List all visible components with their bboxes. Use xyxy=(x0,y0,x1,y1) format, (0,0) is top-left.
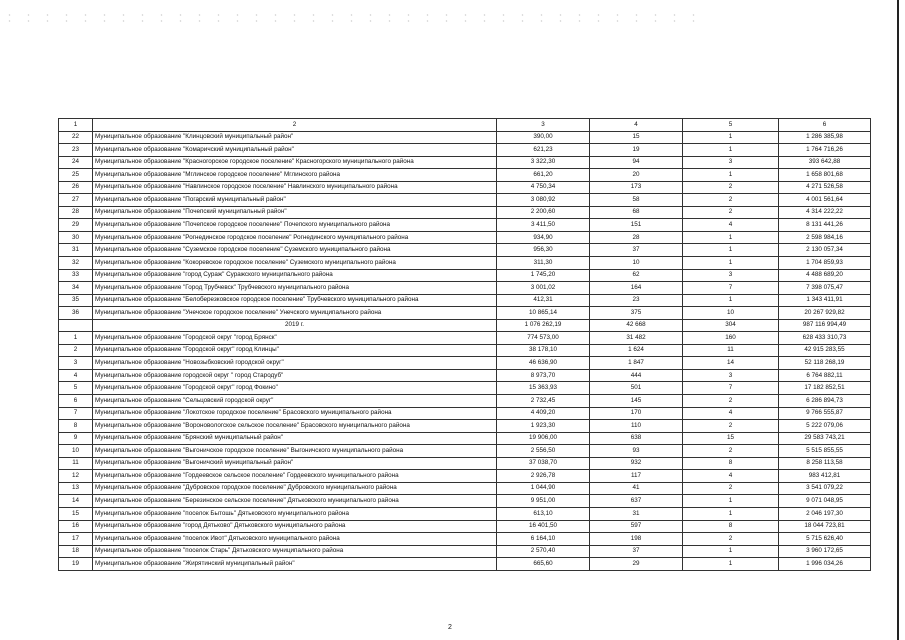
row-number-cell: 1 xyxy=(59,332,93,345)
amount-cell: 8 131 441,26 xyxy=(779,219,871,232)
area-cell: 412,31 xyxy=(497,294,590,307)
table-row xyxy=(59,307,871,320)
municipality-name-cell: Муниципальное образование "Клинцовский муниципальный район" xyxy=(93,131,497,144)
amount-cell: 987 116 994,49 xyxy=(779,319,871,332)
count-cell: 29 xyxy=(590,558,683,571)
amount-cell: 18 044 723,81 xyxy=(779,520,871,533)
area-cell: 3 080,92 xyxy=(497,194,590,207)
units-cell: 1 xyxy=(683,294,779,307)
table-row xyxy=(59,545,871,558)
units-cell: 2 xyxy=(683,194,779,207)
table-row xyxy=(59,445,871,458)
area-cell: 2 556,50 xyxy=(497,445,590,458)
table-row xyxy=(59,470,871,483)
municipality-name-cell: Муниципальное образование "Городской округ "город Брянск" xyxy=(93,332,497,345)
count-cell: 638 xyxy=(590,432,683,445)
amount-cell: 4 001 561,64 xyxy=(779,194,871,207)
area-cell: 774 573,00 xyxy=(497,332,590,345)
table-row xyxy=(59,257,871,270)
row-number-cell: 29 xyxy=(59,219,93,232)
amount-cell: 29 583 743,21 xyxy=(779,432,871,445)
table-row xyxy=(59,382,871,395)
area-cell: 4 750,34 xyxy=(497,181,590,194)
area-cell: 46 636,90 xyxy=(497,357,590,370)
municipality-name-cell: Муниципальное образование "Почепский муниципальный район" xyxy=(93,206,497,219)
table-row xyxy=(59,282,871,295)
area-cell: 10 865,14 xyxy=(497,307,590,320)
municipality-name-cell: Муниципальное образование "Городской округ" город Фокино" xyxy=(93,382,497,395)
amount-cell: 5 515 855,55 xyxy=(779,445,871,458)
count-cell: 151 xyxy=(590,219,683,232)
units-cell: 2 xyxy=(683,445,779,458)
units-cell: 304 xyxy=(683,319,779,332)
row-number-cell: 6 xyxy=(59,395,93,408)
units-cell: 1 xyxy=(683,558,779,571)
table-row xyxy=(59,407,871,420)
count-cell: 93 xyxy=(590,445,683,458)
units-cell: 2 xyxy=(683,206,779,219)
table-row xyxy=(59,269,871,282)
year-subtotal-row xyxy=(59,319,871,332)
amount-cell: 1 704 859,93 xyxy=(779,257,871,270)
header-cell-2: 2 xyxy=(93,119,497,132)
area-cell: 934,90 xyxy=(497,231,590,244)
amount-cell: 6 764 882,11 xyxy=(779,369,871,382)
row-number-cell: 15 xyxy=(59,507,93,520)
count-cell: 31 xyxy=(590,507,683,520)
area-cell: 661,20 xyxy=(497,169,590,182)
row-number-cell: 25 xyxy=(59,169,93,182)
amount-cell: 4 488 689,20 xyxy=(779,269,871,282)
row-number-cell: 19 xyxy=(59,558,93,571)
row-number-cell: 16 xyxy=(59,520,93,533)
units-cell: 1 xyxy=(683,257,779,270)
table-row xyxy=(59,156,871,169)
units-cell: 3 xyxy=(683,269,779,282)
municipality-name-cell: Муниципальное образование городской округ " город Стародуб" xyxy=(93,369,497,382)
municipality-name-cell: 2019 г. xyxy=(93,319,497,332)
units-cell: 4 xyxy=(683,407,779,420)
row-number-cell: 13 xyxy=(59,482,93,495)
units-cell: 4 xyxy=(683,219,779,232)
table-row xyxy=(59,507,871,520)
municipality-name-cell: Муниципальное образование "поселок Бытошь" Дятьковского муниципального района xyxy=(93,507,497,520)
amount-cell: 2 046 197,30 xyxy=(779,507,871,520)
area-cell: 8 973,70 xyxy=(497,369,590,382)
table-row xyxy=(59,533,871,546)
row-number-cell: 18 xyxy=(59,545,93,558)
count-cell: 198 xyxy=(590,533,683,546)
amount-cell: 5 222 079,06 xyxy=(779,420,871,433)
table-row xyxy=(59,219,871,232)
row-number-cell: 23 xyxy=(59,144,93,157)
table-row xyxy=(59,344,871,357)
table-row xyxy=(59,482,871,495)
count-cell: 23 xyxy=(590,294,683,307)
row-number-cell: 28 xyxy=(59,206,93,219)
amount-cell: 1 764 716,26 xyxy=(779,144,871,157)
table-row xyxy=(59,558,871,571)
row-number-cell xyxy=(59,319,93,332)
row-number-cell: 22 xyxy=(59,131,93,144)
municipality-name-cell: Муниципальное образование "поселок Ивот" Дятьковского муниципального района xyxy=(93,533,497,546)
area-cell: 613,10 xyxy=(497,507,590,520)
amount-cell: 1 658 801,68 xyxy=(779,169,871,182)
area-cell: 956,30 xyxy=(497,244,590,257)
area-cell: 3 001,02 xyxy=(497,282,590,295)
municipality-name-cell: Муниципальное образование "Дубровское городское поселение" Дубровского муниципального района xyxy=(93,482,497,495)
amount-cell: 1 996 034,26 xyxy=(779,558,871,571)
row-number-cell: 35 xyxy=(59,294,93,307)
area-cell: 1 076 262,19 xyxy=(497,319,590,332)
amount-cell: 1 286 385,98 xyxy=(779,131,871,144)
count-cell: 58 xyxy=(590,194,683,207)
area-cell: 15 363,93 xyxy=(497,382,590,395)
municipality-name-cell: Муниципальное образование "Жирятинский муниципальный район" xyxy=(93,558,497,571)
units-cell: 1 xyxy=(683,545,779,558)
municipality-name-cell: Муниципальное образование "поселок Старь" Дятьковского муниципального района xyxy=(93,545,497,558)
municipality-name-cell: Муниципальное образование "Брянский муниципальный район" xyxy=(93,432,497,445)
area-cell: 6 164,10 xyxy=(497,533,590,546)
count-cell: 62 xyxy=(590,269,683,282)
header-cell-4: 4 xyxy=(590,119,683,132)
count-cell: 173 xyxy=(590,181,683,194)
table-row xyxy=(59,457,871,470)
units-cell: 1 xyxy=(683,507,779,520)
amount-cell: 3 960 172,65 xyxy=(779,545,871,558)
row-number-cell: 12 xyxy=(59,470,93,483)
municipality-name-cell: Муниципальное образование "Городской округ" город Клинцы" xyxy=(93,344,497,357)
row-number-cell: 30 xyxy=(59,231,93,244)
municipality-name-cell: Муниципальное образование "Погарский муниципальный район" xyxy=(93,194,497,207)
municipality-name-cell: Муниципальное образование "Вороновологское сельское поселение" Брасовского муниципального района xyxy=(93,420,497,433)
row-number-cell: 26 xyxy=(59,181,93,194)
row-number-cell: 5 xyxy=(59,382,93,395)
area-cell: 2 570,40 xyxy=(497,545,590,558)
count-cell: 42 668 xyxy=(590,319,683,332)
units-cell: 4 xyxy=(683,470,779,483)
area-cell: 4 409,20 xyxy=(497,407,590,420)
count-cell: 1 624 xyxy=(590,344,683,357)
area-cell: 2 926,78 xyxy=(497,470,590,483)
row-number-cell: 10 xyxy=(59,445,93,458)
municipality-name-cell: Муниципальное образование "Навлинское городское поселение" Навлинского муниципального района xyxy=(93,181,497,194)
count-cell: 110 xyxy=(590,420,683,433)
municipality-name-cell: Муниципальное образование "Суземское городское поселение" Суземского муниципального района xyxy=(93,244,497,257)
count-cell: 37 xyxy=(590,244,683,257)
units-cell: 1 xyxy=(683,144,779,157)
table-row xyxy=(59,169,871,182)
count-cell: 28 xyxy=(590,231,683,244)
row-number-cell: 32 xyxy=(59,257,93,270)
header-cell-5: 5 xyxy=(683,119,779,132)
area-cell: 1 044,90 xyxy=(497,482,590,495)
municipality-name-cell: Муниципальное образование "Гордеевское сельское поселение" Гордеевского муниципального района xyxy=(93,470,497,483)
amount-cell: 9 766 555,87 xyxy=(779,407,871,420)
table-body xyxy=(59,119,871,571)
count-cell: 375 xyxy=(590,307,683,320)
municipality-name-cell: Муниципальное образование "Красногорское городское поселение" Красногорского муниципального района xyxy=(93,156,497,169)
units-cell: 1 xyxy=(683,495,779,508)
count-cell: 37 xyxy=(590,545,683,558)
units-cell: 3 xyxy=(683,156,779,169)
count-cell: 20 xyxy=(590,169,683,182)
units-cell: 2 xyxy=(683,482,779,495)
units-cell: 2 xyxy=(683,395,779,408)
header-cell-3: 3 xyxy=(497,119,590,132)
count-cell: 637 xyxy=(590,495,683,508)
units-cell: 1 xyxy=(683,169,779,182)
area-cell: 1 745,20 xyxy=(497,269,590,282)
municipality-name-cell: Муниципальное образование "Почепское городское поселение" Почепского муниципального района xyxy=(93,219,497,232)
amount-cell: 6 286 894,73 xyxy=(779,395,871,408)
row-number-cell: 36 xyxy=(59,307,93,320)
amount-cell: 4 271 526,58 xyxy=(779,181,871,194)
area-cell: 390,00 xyxy=(497,131,590,144)
table-row xyxy=(59,144,871,157)
municipality-name-cell: Муниципальное образование "Город Трубчевск" Трубчевского муниципального района xyxy=(93,282,497,295)
count-cell: 41 xyxy=(590,482,683,495)
amount-cell: 4 314 222,22 xyxy=(779,206,871,219)
row-number-cell: 7 xyxy=(59,407,93,420)
municipality-name-cell: Муниципальное образование "Рогнединское городское поселение" Рогнединского муниципального района xyxy=(93,231,497,244)
units-cell: 11 xyxy=(683,344,779,357)
municipality-name-cell: Муниципальное образование "город Сураж" Суражского муниципального района xyxy=(93,269,497,282)
municipality-name-cell: Муниципальное образование "Выгоничское городское поселение" Выгоничского муниципального района xyxy=(93,445,497,458)
units-cell: 10 xyxy=(683,307,779,320)
count-cell: 501 xyxy=(590,382,683,395)
municipality-name-cell: Муниципальное образование "Березинское сельское поселение" Дятьковского муниципального района xyxy=(93,495,497,508)
amount-cell: 17 182 852,51 xyxy=(779,382,871,395)
municipality-name-cell: Муниципальное образование "город Дятьково" Дятьковского муниципального района xyxy=(93,520,497,533)
units-cell: 2 xyxy=(683,533,779,546)
row-number-cell: 4 xyxy=(59,369,93,382)
units-cell: 8 xyxy=(683,457,779,470)
table-row xyxy=(59,231,871,244)
area-cell: 37 038,70 xyxy=(497,457,590,470)
data-table xyxy=(58,118,871,571)
amount-cell: 8 258 113,58 xyxy=(779,457,871,470)
table-row xyxy=(59,495,871,508)
scan-noise xyxy=(0,12,700,22)
area-cell: 3 322,30 xyxy=(497,156,590,169)
amount-cell: 2 130 057,34 xyxy=(779,244,871,257)
row-number-cell: 8 xyxy=(59,420,93,433)
count-cell: 15 xyxy=(590,131,683,144)
municipality-name-cell: Муниципальное образование "Кокоревское городское поселение" Суземского муниципального района xyxy=(93,257,497,270)
header-cell-6: 6 xyxy=(779,119,871,132)
count-cell: 170 xyxy=(590,407,683,420)
municipality-name-cell: Муниципальное образование "Локотское городское поселение" Брасовского муниципального района xyxy=(93,407,497,420)
table-row xyxy=(59,369,871,382)
row-number-cell: 2 xyxy=(59,344,93,357)
count-cell: 19 xyxy=(590,144,683,157)
units-cell: 14 xyxy=(683,357,779,370)
municipality-name-cell: Муниципальное образование "Выгоничский муниципальный район" xyxy=(93,457,497,470)
area-cell: 2 732,45 xyxy=(497,395,590,408)
table-row xyxy=(59,357,871,370)
count-cell: 31 482 xyxy=(590,332,683,345)
row-number-cell: 31 xyxy=(59,244,93,257)
table-row xyxy=(59,131,871,144)
units-cell: 1 xyxy=(683,131,779,144)
units-cell: 2 xyxy=(683,181,779,194)
page-number: 2 xyxy=(448,624,452,631)
amount-cell: 2 598 984,16 xyxy=(779,231,871,244)
table-row xyxy=(59,194,871,207)
count-cell: 145 xyxy=(590,395,683,408)
count-cell: 117 xyxy=(590,470,683,483)
row-number-cell: 17 xyxy=(59,533,93,546)
municipality-name-cell: Муниципальное образование "Унечское городское поселение" Унечского муниципального района xyxy=(93,307,497,320)
units-cell: 7 xyxy=(683,282,779,295)
table-row xyxy=(59,432,871,445)
row-number-cell: 24 xyxy=(59,156,93,169)
table-row xyxy=(59,420,871,433)
row-number-cell: 3 xyxy=(59,357,93,370)
area-cell: 19 906,00 xyxy=(497,432,590,445)
row-number-cell: 33 xyxy=(59,269,93,282)
municipality-name-cell: Муниципальное образование "Комаричский муниципальный район" xyxy=(93,144,497,157)
count-cell: 68 xyxy=(590,206,683,219)
amount-cell: 628 433 310,73 xyxy=(779,332,871,345)
amount-cell: 393 642,88 xyxy=(779,156,871,169)
area-cell: 311,30 xyxy=(497,257,590,270)
count-cell: 932 xyxy=(590,457,683,470)
table-row xyxy=(59,181,871,194)
units-cell: 2 xyxy=(683,420,779,433)
row-number-cell: 14 xyxy=(59,495,93,508)
area-cell: 38 178,10 xyxy=(497,344,590,357)
amount-cell: 3 541 079,22 xyxy=(779,482,871,495)
area-cell: 1 923,30 xyxy=(497,420,590,433)
scan-edge-line xyxy=(897,0,899,640)
row-number-cell: 9 xyxy=(59,432,93,445)
amount-cell: 20 267 929,82 xyxy=(779,307,871,320)
amount-cell: 42 915 283,55 xyxy=(779,344,871,357)
column-number-row xyxy=(59,119,871,132)
area-cell: 2 200,60 xyxy=(497,206,590,219)
table-row xyxy=(59,332,871,345)
table-row xyxy=(59,206,871,219)
units-cell: 7 xyxy=(683,382,779,395)
units-cell: 3 xyxy=(683,369,779,382)
area-cell: 3 411,50 xyxy=(497,219,590,232)
amount-cell: 9 071 048,95 xyxy=(779,495,871,508)
municipality-name-cell: Муниципальное образование "Сельцовский городской округ" xyxy=(93,395,497,408)
units-cell: 1 xyxy=(683,231,779,244)
row-number-cell: 27 xyxy=(59,194,93,207)
units-cell: 160 xyxy=(683,332,779,345)
count-cell: 444 xyxy=(590,369,683,382)
row-number-cell: 11 xyxy=(59,457,93,470)
amount-cell: 52 118 268,19 xyxy=(779,357,871,370)
table-row xyxy=(59,244,871,257)
count-cell: 1 847 xyxy=(590,357,683,370)
municipality-name-cell: Муниципальное образование "Мглинское городское поселение" Мглинского района xyxy=(93,169,497,182)
amount-cell: 7 398 075,47 xyxy=(779,282,871,295)
units-cell: 1 xyxy=(683,244,779,257)
header-cell-1: 1 xyxy=(59,119,93,132)
amount-cell: 983 412,81 xyxy=(779,470,871,483)
table-row xyxy=(59,294,871,307)
area-cell: 665,60 xyxy=(497,558,590,571)
units-cell: 8 xyxy=(683,520,779,533)
count-cell: 10 xyxy=(590,257,683,270)
area-cell: 9 951,00 xyxy=(497,495,590,508)
table-row xyxy=(59,395,871,408)
municipality-name-cell: Муниципальное образование "Новозыбковский городской округ" xyxy=(93,357,497,370)
count-cell: 164 xyxy=(590,282,683,295)
amount-cell: 1 343 411,91 xyxy=(779,294,871,307)
table-row xyxy=(59,520,871,533)
count-cell: 94 xyxy=(590,156,683,169)
area-cell: 621,23 xyxy=(497,144,590,157)
amount-cell: 5 715 626,40 xyxy=(779,533,871,546)
count-cell: 597 xyxy=(590,520,683,533)
area-cell: 16 401,50 xyxy=(497,520,590,533)
row-number-cell: 34 xyxy=(59,282,93,295)
municipality-name-cell: Муниципальное образование "Белоберезковское городское поселение" Трубчевского муниципального района xyxy=(93,294,497,307)
units-cell: 15 xyxy=(683,432,779,445)
